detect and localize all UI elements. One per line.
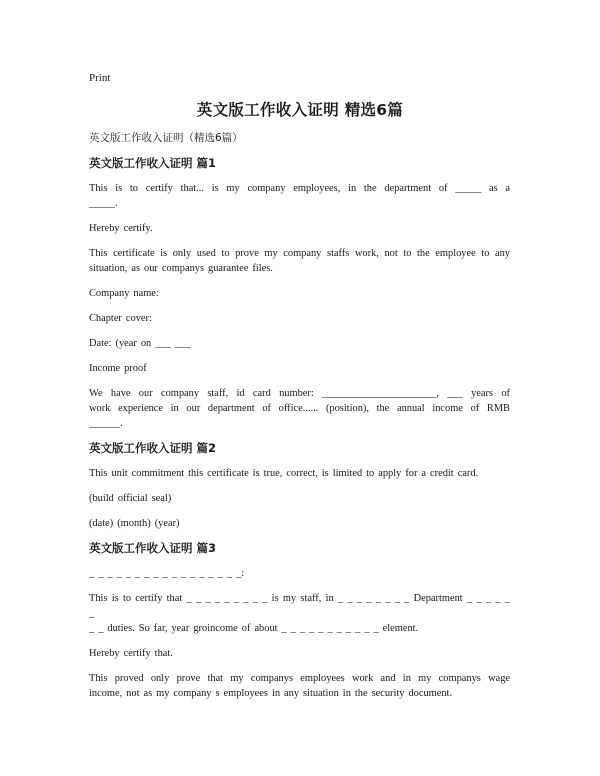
section-heading-2: 英文版工作收入证明 篇2 <box>89 441 217 455</box>
text-line: _ _ duties. So far, year groincome of about _ _ _ _ _ _ _ _ _ _ _ element. <box>89 623 419 634</box>
paragraph <box>89 246 510 276</box>
document-body <box>89 131 510 711</box>
paragraph: This unit commitment this certificate is true, correct, is limited to apply for a credit card. <box>89 468 479 479</box>
print-link[interactable]: Print <box>89 72 111 84</box>
section-heading-1: 英文版工作收入证明 篇1 <box>89 156 217 170</box>
paragraph: Chapter cover: <box>89 313 152 324</box>
text-line: work experience in our department of office...... (position), the annual income of RMB <box>89 403 510 414</box>
paragraph <box>89 671 510 701</box>
text-line: This proved only prove that my companys employees work and in my companys wage <box>89 673 510 684</box>
paragraph <box>89 181 510 211</box>
paragraph <box>89 386 510 431</box>
paragraph: (date) (month) (year) <box>89 518 180 529</box>
paragraph: _ _ _ _ _ _ _ _ _ _ _ _ _ _ _ _ _: <box>89 568 245 579</box>
section-heading-3: 英文版工作收入证明 篇3 <box>89 541 217 555</box>
text-line: This is to certify that... is my company employees, in the department of _____ as a <box>89 183 510 194</box>
paragraph <box>89 591 510 636</box>
paragraph: Income proof <box>89 363 147 374</box>
paragraph: Hereby certify that. <box>89 648 173 659</box>
text-line: We have our company staff, id card number: ______________________, ___ years of <box>89 388 510 399</box>
paragraph: Date: (year on ___ ___ <box>89 338 191 349</box>
page-title: 英文版工作收入证明 精选6篇 <box>196 101 404 119</box>
text-line: income, not as my company s employees in any situation in the security document. <box>89 688 453 699</box>
text-line: This is to certify that _ _ _ _ _ _ _ _ _ is my staff, in _ _ _ _ _ _ _ _ Department _ _ _ _ _ _ <box>89 593 510 619</box>
paragraph: (build official seal) <box>89 493 172 504</box>
paragraph: Hereby certify. <box>89 223 153 234</box>
paragraph: Company name: <box>89 288 159 299</box>
text-line: situation, as our companys guarantee files. <box>89 263 273 274</box>
document-subtitle: 英文版工作收入证明（精选6篇） <box>89 132 243 144</box>
text-line: This certificate is only used to prove my company staffs work, not to the employee to any <box>89 248 510 259</box>
text-line: ______. <box>89 418 123 429</box>
text-line: _____. <box>89 198 118 209</box>
